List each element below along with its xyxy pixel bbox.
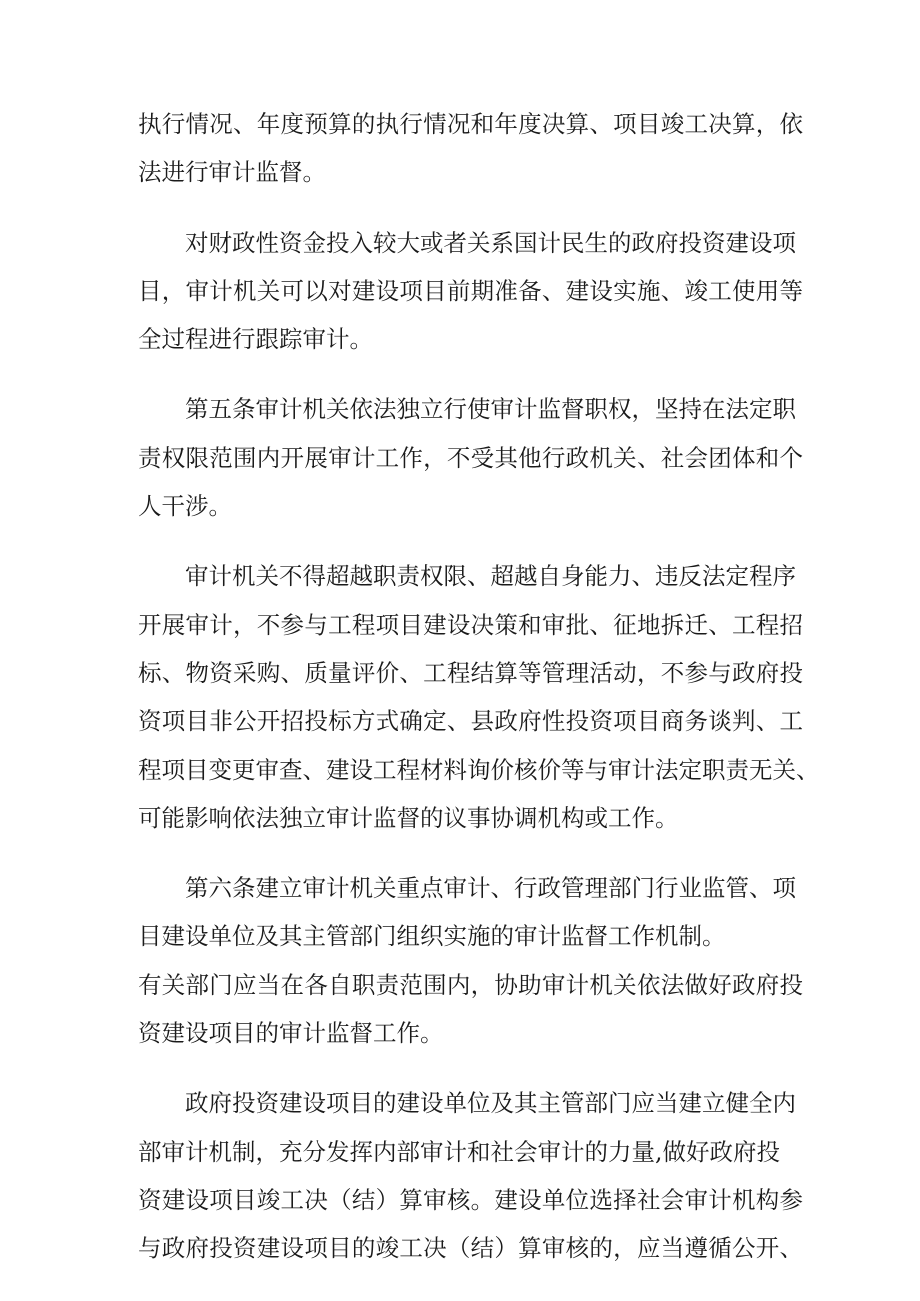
paragraph-line: 第六条建立审计机关重点审计、行政管理部门行业监管、项: [185, 874, 796, 903]
paragraph-line: 与政府投资建设项目的竣工决（结）算审核的，应当遵循公开、: [138, 1234, 803, 1263]
paragraph-line: 目建设单位及其主管部门组织实施的审计监督工作机制。: [138, 922, 726, 951]
paragraph-line: 第五条审计机关依法独立行使审计监督职权，坚持在法定职: [185, 395, 796, 424]
paragraph-line: 人干涉。: [138, 492, 232, 521]
paragraph-line: 部审计机制，充分发挥内部审计和社会审计的力量,做好政府投: [138, 1137, 780, 1166]
paragraph-line: 资项目非公开招投标方式确定、县政府性投资项目商务谈判、工: [138, 707, 803, 736]
paragraph-line: 目，审计机关可以对建设项目前期准备、建设实施、竣工使用等: [138, 276, 803, 305]
paragraph-line: 资建设项目的审计监督工作。: [138, 1019, 444, 1048]
paragraph-line: 标、物资采购、质量评价、工程结算等管理活动，不参与政府投: [138, 658, 803, 687]
paragraph-line: 政府投资建设项目的建设单位及其主管部门应当建立健全内: [185, 1089, 796, 1118]
paragraph-line: 全过程进行跟踪审计。: [138, 325, 373, 354]
paragraph-line: 资建设项目竣工决（结）算审核。建设单位选择社会审计机构参: [138, 1185, 803, 1214]
paragraph-line: 执行情况、年度预算的执行情况和年度决算、项目竣工决算，依: [138, 110, 803, 138]
document-body: [138, 100, 820, 1273]
paragraph-line: 审计机关不得超越职责权限、超越自身能力、违反法定程序: [185, 562, 796, 591]
paragraph-line: 法进行审计监督。: [138, 158, 326, 187]
paragraph-line: 责权限范围内开展审计工作，不受其他行政机关、社会团体和个: [138, 443, 803, 472]
paragraph-line: 对财政性资金投入较大或者关系国计民生的政府投资建设项: [185, 228, 796, 257]
paragraph-line: 开展审计，不参与工程项目建设决策和审批、征地拆迁、工程招: [138, 610, 803, 639]
paragraph-line: 可能影响依法独立审计监督的议事协调机构或工作。: [138, 803, 679, 832]
paragraph-line: 程项目变更审查、建设工程材料询价核价等与审计法定职责无关、: [138, 755, 820, 784]
paragraph-line: 有关部门应当在各自职责范围内，协助审计机关依法做好政府投: [138, 970, 803, 999]
